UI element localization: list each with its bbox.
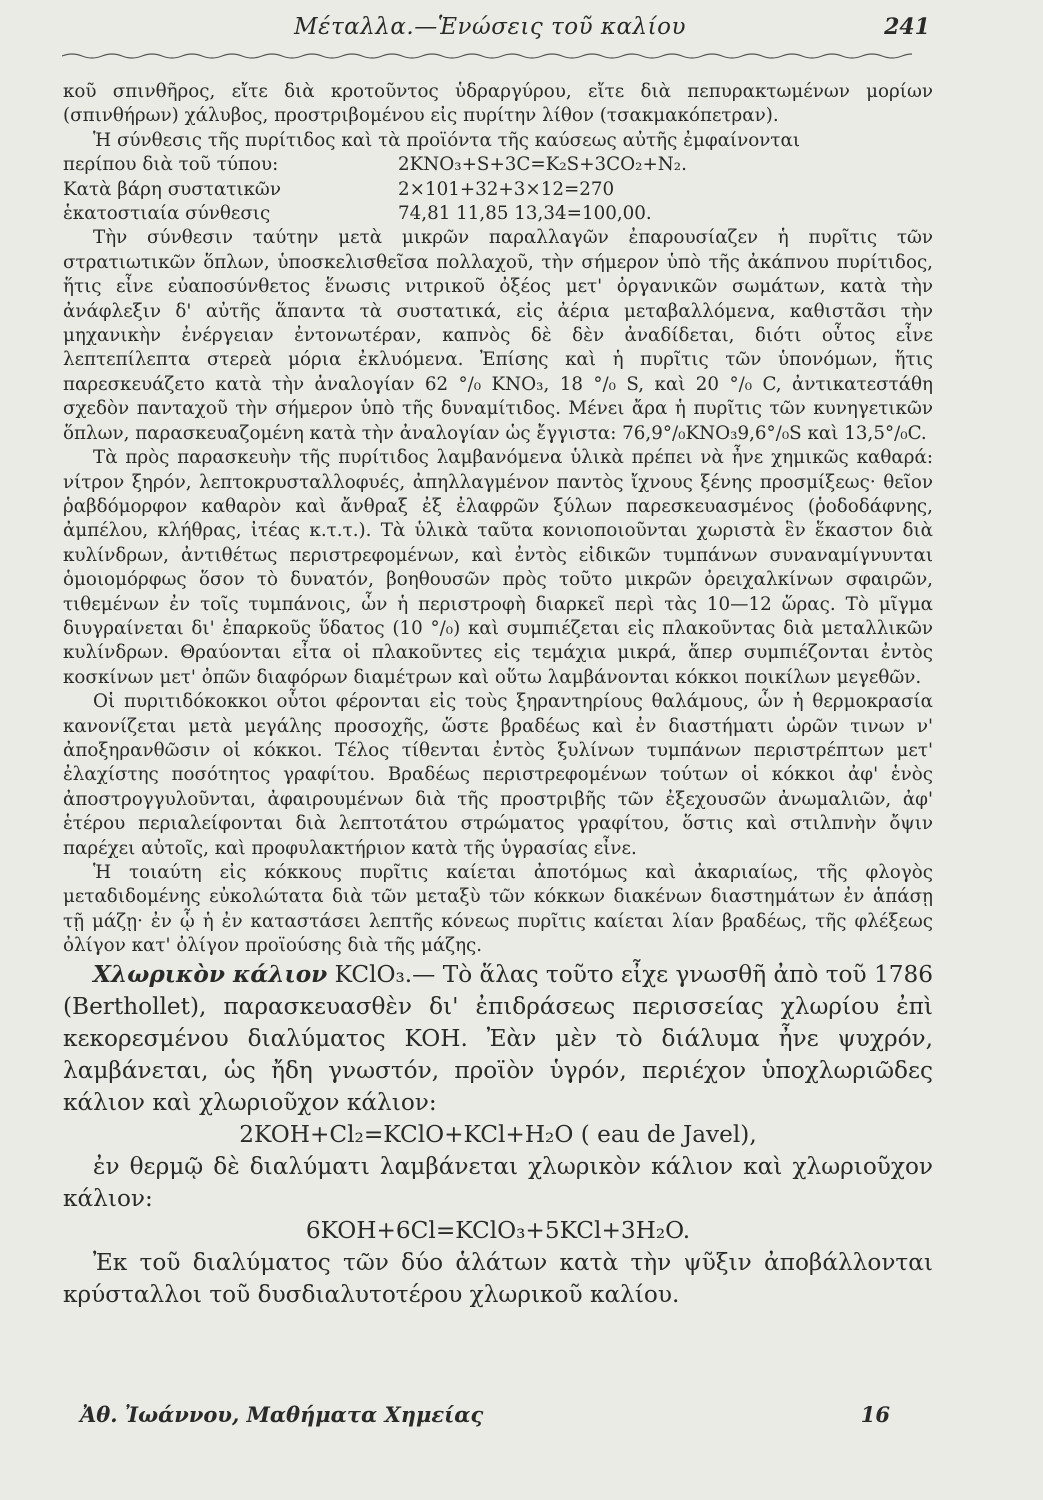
formula-value-1: 2KNO₃+S+3C=K₂S+3CO₂+N₂. bbox=[398, 154, 687, 176]
formula-value-2: 2×101+32+3×12=270 bbox=[398, 178, 615, 200]
footer-book-title: Ἀθ. Ἰωάννου, Μαθήματα Χημείας bbox=[80, 1402, 484, 1427]
formula-value-3: 74,81 11,85 13,34=100,00. bbox=[398, 203, 652, 225]
paragraph-8: ἐν θερμῷ δὲ διαλύματι λαμβάνεται χλωρικὸν κάλιον καὶ χλωριοῦχον κάλιον: bbox=[63, 1152, 933, 1212]
formula-label-1: περίπου διὰ τοῦ τύπου: bbox=[63, 154, 279, 176]
page-body bbox=[63, 80, 933, 1311]
paragraph-3: Τὴν σύνθεσιν ταύτην μετὰ μικρῶν παραλλαγῶν ἐπαρουσίαζεν ἡ πυρῖτις τῶν στρατιωτικῶν ὅπλων, ὑποσκελισθεῖσα πολλαχοῦ, τὴν σήμερον ὑπὸ τῆς ἀκάπνου πυρίτιδος, ἥτις εἶνε εὐαποσύνθετος ἕνωσις νιτρικοῦ ὀξέος μετ' ὀργανικῶν σωμάτων, κατὰ τὴν ἀνάφλεξιν δ' αὐτῆς ἅπαντα τὰ συστατικά, εἰς ἀέρια μεταβαλλόμενα, καθιστᾶσι τὴν μηχανικὴν ἐνέργειαν ἐντονωτέραν, καπνὸς δὲ δὲν ἀναδίδεται, διότι οὗτος εἶνε λεπτεπίλεπτα στερεὰ μόρια ἐκλυόμενα. Ἐπίσης καὶ ἡ πυρῖτις τῶν ὑπονόμων, ἥτις παρεσκευάζετο κατὰ τὴν ἀναλογίαν 62 °/₀ KNO₃, 18 °/₀ S, καὶ 20 °/₀ C, ἀντικατεστάθη σχεδὸν πανταχοῦ τὴν σήμερον ὑπὸ τῆς δυναμίτιδος. Μένει ἄρα ἡ πυρῖτις τῶν κυνηγετικῶν ὅπλων, παρασκευαζομένη κατὰ τὴν ἀναλογίαν ὡς ἔγγιστα: 76,9°/₀KNO₃9,6°/₀S καὶ 13,5°/₀C. bbox=[63, 227, 933, 444]
formula-label-2: Κατὰ βάρη συστατικῶν bbox=[63, 178, 281, 200]
page-header bbox=[60, 14, 930, 46]
section-heading-kclo3: Χλωρικὸν κάλιον bbox=[93, 960, 328, 988]
paragraph-4: Τὰ πρὸς παρασκευὴν τῆς πυρίτιδος λαμβανόμενα ὑλικὰ πρέπει νὰ ἦνε χημικῶς καθαρά: νίτρον ξηρόν, λεπτοκρυσταλλοφυές, ἀπηλλαγμένον παντὸς ἴχνους ξένης προσμίξεως· θεῖον ῥαβδόμορφον καθαρὸν καὶ ἄνθραξ ἐξ ἐλαφρῶν ξύλων παρεσκευασμένος (ῥοδοδάφνης, ἀμπέλου, κλήθρας, ἰτέας κ.τ.τ.). Τὰ ὑλικὰ ταῦτα κονιοποιοῦνται χωριστὰ ἓν ἕκαστον διὰ κυλίνδρων, ἀντιθέτως περιστρεφομένων, καὶ ἐντὸς εἰδικῶν τυμπάνων συναναμίγνυνται ὁμοιομόρφως ὅσον τὸ δυνατόν, βοηθουσῶν πρὸς τοῦτο μικρῶν ὀρειχαλκίνων σφαιρῶν, τιθεμένων ἐν τοῖς τυμπάνοις, ὧν ἡ περιστροφὴ διαρκεῖ περὶ τὰς 10—12 ὥρας. Τὸ μῖγμα διυγραίνεται δι' ἐπαρκοῦς ὕδατος (10 °/₀) καὶ συμπιέζεται εἰς πλακοῦντας διὰ μεταλλικῶν κυλίνδρων. Θραύονται εἶτα οἱ πλακοῦντες εἰς τεμάχια μικρά, ἅπερ συμπιέζονται ἐντὸς κοσκίνων μετ' ὀπῶν διαφόρων διαμέτρων καὶ οὕτω λαμβάνονται κόκκοι ποικίλων μεγεθῶν. bbox=[63, 447, 933, 688]
page-number: 241 bbox=[884, 14, 930, 40]
formula-row-1 bbox=[63, 153, 933, 177]
header-wavy-rule bbox=[62, 52, 912, 60]
paragraph-2: Ἡ σύνθεσις τῆς πυρίτιδος καὶ τὰ προϊόντα τῆς καύσεως αὐτῆς ἐμφαίνονται bbox=[93, 129, 801, 151]
paragraph-6: Ἡ τοιαύτη εἰς κόκκους πυρῖτις καίεται ἀποτόμως καὶ ἀκαριαίως, τῆς φλογὸς μεταδιδομένης εὐκολώτατα διὰ τῶν μεταξὺ τῶν κόκκων διακένων διαστημάτων ἐν ἁπάσῃ τῇ μάζῃ· ἐν ᾧ ἡ ἐν καταστάσει λεπτῆς κόνεως πυρῖτις καίεται λίαν βραδέως, τῆς φλέξεως ὀλίγον κατ' ὀλίγον προϊούσης διὰ τῆς μάζης. bbox=[63, 862, 933, 957]
signature-mark: 16 bbox=[860, 1402, 890, 1427]
paragraph-1: κοῦ σπινθῆρος, εἴτε διὰ κροτοῦντος ὑδραργύρου, εἴτε διὰ πεπυρακτωμένων μορίων (σπινθήρων) χάλυβος, προστριβομένου εἰς πυρίτην λίθον (τσακμακόπετραν). bbox=[63, 81, 933, 127]
paragraph-9: Ἐκ τοῦ διαλύματος τῶν δύο ἁλάτων κατὰ τὴν ψῦξιν ἀποβάλλονται κρύσταλλοι τοῦ δυσδιαλυτοτέρου χλωρικοῦ καλίου. bbox=[63, 1248, 933, 1308]
equation-1: 2KOH+Cl₂=KClO+KCl+H₂O ( eau de Javel), bbox=[239, 1120, 757, 1148]
paragraph-5: Οἱ πυριτιδόκοκκοι οὗτοι φέρονται εἰς τοὺς ξηραντηρίους θαλάμους, ὧν ἡ θερμοκρασία κανονίζεται μετὰ μεγάλης προσοχῆς, ὥστε βραδέως καὶ ἐν διαστήματι ὡρῶν τινων ν' ἀποξηρανθῶσιν οἱ κόκκοι. Τέλος τίθενται ἐντὸς ξυλίνων τυμπάνων περιστρέπτων μετ' ἐλαχίστης ποσότητος γραφίτου. Βραδέως περιστρεφομένων τούτων οἱ κόκκοι ἀφ' ἑνὸς ἀποστρογγυλοῦνται, ἀφαιρουμένων διὰ τῆς προστριβῆς τῶν ἐξεχουσῶν ἀνωμαλιῶν, ἀφ' ἑτέρου περιαλείφονται διὰ λεπτοτάτου στρώματος γραφίτου, ὅστις καὶ στιλπνὴν ὄψιν παρέχει αὐτοῖς, καὶ προφυλακτήριον κατὰ τῆς ὑγρασίας εἶνε. bbox=[63, 691, 933, 859]
paragraph-kclo3 bbox=[63, 959, 933, 1119]
formula-row-3 bbox=[63, 202, 933, 226]
formula-label-3: ἑκατοστιαία σύνθεσις bbox=[63, 203, 271, 225]
running-title: Μέταλλα.—Ἑνώσεις τοῦ καλίου bbox=[294, 14, 686, 40]
equation-2: 6KOH+6Cl=KClO₃+5KCl+3H₂O. bbox=[305, 1216, 691, 1244]
paragraph-kclo3-text: KClO₃.— Τὸ ἅλας τοῦτο εἶχε γνωσθῆ ἀπὸ τοῦ 1786 (Berthollet), παρασκευασθὲν δι' ἐπιδράσεως περισσείας χλωρίου ἐπὶ κεκορεσμένου διαλύματος KOH. Ἐὰν μὲν τὸ διάλυμα ἦνε ψυχρόν, λαμβάνεται, ὡς ἤδη γνωστόν, προϊὸν ὑγρόν, περιέχον ὑποχλωριῶδες κάλιον καὶ χλωριοῦχον κάλιον: bbox=[63, 960, 933, 1116]
formula-row-2 bbox=[63, 178, 933, 202]
page-footer bbox=[80, 1402, 890, 1432]
